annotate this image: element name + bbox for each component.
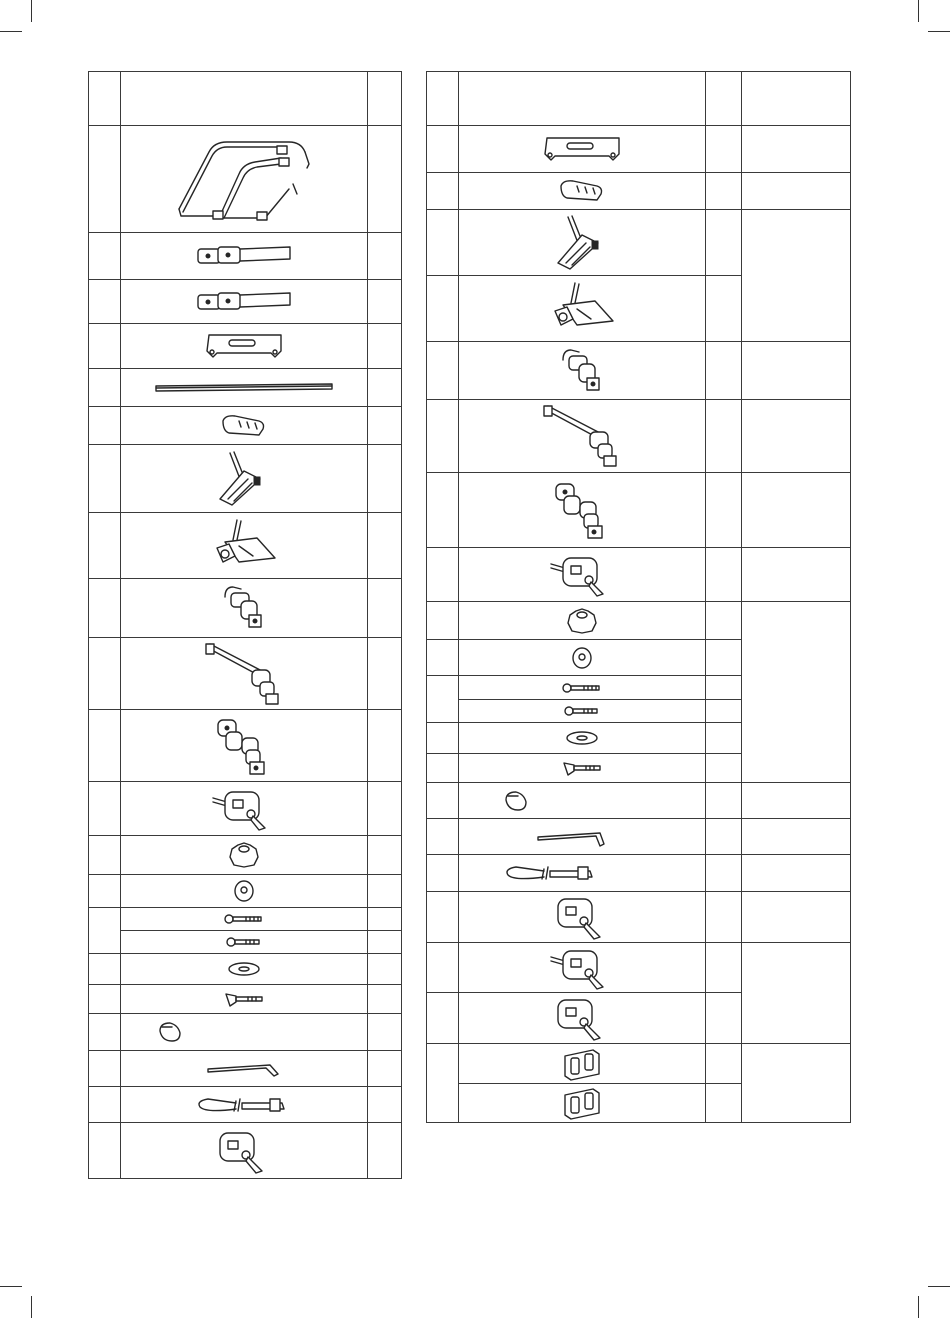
allen-key-icon <box>459 819 706 855</box>
table-row <box>89 445 402 513</box>
washer-icon <box>121 954 368 985</box>
header-cell-number <box>89 72 121 126</box>
bracket-b-icon <box>459 1084 706 1123</box>
washer-icon <box>459 723 706 754</box>
spacer-icon <box>459 640 706 676</box>
long-arm-connector-icon <box>459 400 706 473</box>
strap-icon <box>459 855 706 892</box>
table-row <box>89 324 402 369</box>
allen-key-icon <box>121 1051 368 1087</box>
table-header-row <box>89 72 402 126</box>
rail-bar-icon <box>121 369 368 407</box>
clip-icon <box>121 407 368 445</box>
table-row <box>427 342 851 400</box>
parts-table-right <box>426 71 851 1123</box>
table-row <box>89 407 402 445</box>
crop-mark-top-left <box>0 31 22 32</box>
locking-knob-icon <box>121 1123 368 1179</box>
bracket-a-icon <box>459 1044 706 1084</box>
spacer-icon <box>121 875 368 908</box>
table-row <box>89 369 402 407</box>
table-row <box>427 783 851 819</box>
table-row <box>427 1044 851 1084</box>
star-knob-icon <box>459 602 706 640</box>
header-cell-number <box>427 72 459 126</box>
table-row <box>427 855 851 892</box>
table-row <box>89 985 402 1014</box>
table-row <box>89 513 402 579</box>
table-row <box>427 126 851 173</box>
table-row <box>89 908 402 931</box>
table-row <box>89 710 402 782</box>
parts-table-left <box>88 71 402 1179</box>
table-row <box>89 579 402 638</box>
table-row <box>427 602 851 640</box>
locking-knob-icon <box>459 993 706 1044</box>
table-row <box>89 782 402 836</box>
table-row <box>427 943 851 993</box>
table-row <box>89 875 402 908</box>
header-cell-part <box>459 72 706 126</box>
table-row <box>89 638 402 710</box>
long-arm-connector-icon <box>121 638 368 710</box>
ratchet-clamp-knob-icon <box>121 513 368 579</box>
table-row <box>89 1051 402 1087</box>
locking-knob-bolt-icon <box>121 782 368 836</box>
table-row <box>89 1123 402 1179</box>
table-row <box>89 954 402 985</box>
table-row <box>427 173 851 210</box>
double-joint-connector-icon <box>121 710 368 782</box>
crop-mark-bottom-right-v <box>918 1296 919 1318</box>
table-row <box>427 210 851 276</box>
header-cell-qty <box>368 72 402 126</box>
tee-bolt-icon <box>459 754 706 783</box>
tee-bolt-icon <box>121 985 368 1014</box>
table-row <box>89 233 402 280</box>
header-cell-qty <box>706 72 742 126</box>
mounting-plate-icon <box>121 324 368 369</box>
ratchet-clamp-knob-icon <box>459 276 706 342</box>
table-row <box>89 1014 402 1051</box>
crop-mark-top-left-v <box>31 0 32 22</box>
joint-connector-icon <box>459 342 706 400</box>
crop-mark-bottom-right <box>928 1286 950 1287</box>
mounting-plate-icon <box>459 126 706 173</box>
table-row <box>427 548 851 602</box>
strap-icon <box>121 1087 368 1123</box>
table-row <box>427 400 851 473</box>
bolt-short-icon <box>459 700 706 723</box>
crop-mark-top-right <box>928 31 950 32</box>
locking-knob-icon <box>459 892 706 943</box>
table-row <box>89 280 402 324</box>
rear-clamp-strap-b-icon <box>121 280 368 324</box>
double-joint-connector-icon <box>459 473 706 548</box>
locking-knob-bolt-icon <box>459 943 706 993</box>
bolt-long-icon <box>121 908 368 931</box>
table-row <box>89 1087 402 1123</box>
crop-mark-bottom-left-v <box>31 1296 32 1318</box>
table-row <box>427 819 851 855</box>
key-ring-icon <box>459 783 706 819</box>
crop-mark-bottom-left <box>0 1286 22 1287</box>
ratchet-clamp-icon <box>121 445 368 513</box>
table-row <box>89 836 402 875</box>
frame-icon <box>121 126 368 233</box>
header-cell-part <box>121 72 368 126</box>
key-ring-icon <box>121 1014 368 1051</box>
bolt-long-icon <box>459 676 706 700</box>
locking-knob-bolt-icon <box>459 548 706 602</box>
joint-connector-icon <box>121 579 368 638</box>
ratchet-clamp-icon <box>459 210 706 276</box>
header-cell-note <box>742 72 851 126</box>
crop-mark-top-right-v <box>918 0 919 22</box>
clip-icon <box>459 173 706 210</box>
table-header-row <box>427 72 851 126</box>
rear-clamp-strap-a-icon <box>121 233 368 280</box>
bolt-short-icon <box>121 931 368 954</box>
table-row <box>427 473 851 548</box>
star-knob-icon <box>121 836 368 875</box>
table-row <box>89 126 402 233</box>
table-row <box>427 892 851 943</box>
table-row <box>89 931 402 954</box>
